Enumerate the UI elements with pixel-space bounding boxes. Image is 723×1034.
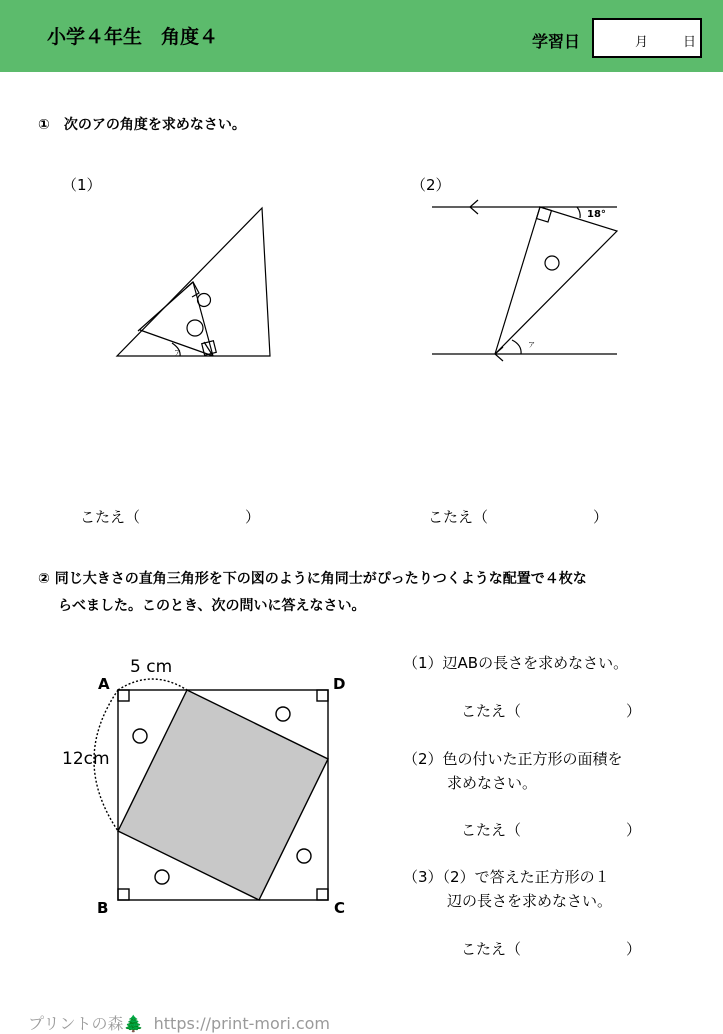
angle-18-label: 18° <box>587 209 606 220</box>
day-label: 日 <box>683 35 697 50</box>
page-title: 小学４年生 角度４ <box>47 26 219 48</box>
date-label: 学習日 <box>532 32 581 51</box>
question3-text: （3）（2）で答えた正方形の１ <box>403 868 610 886</box>
question2-text: （2）色の付いた正方形の面積を <box>403 750 623 768</box>
len-top-label: 5 cm <box>130 657 173 677</box>
len-side-label: 12cm <box>62 749 110 769</box>
problem1-sub2-label: （2） <box>411 176 451 194</box>
problem1-sub1-label: （1） <box>62 176 102 194</box>
site-url[interactable]: https://print-mori.com <box>153 1014 331 1033</box>
vertex-b-label: B <box>97 899 109 917</box>
problem1-answer1[interactable]: こたえ（ ） <box>80 508 261 526</box>
question3-answer[interactable]: こたえ（ ） <box>461 940 642 958</box>
question3-text-line2: 辺の長さを求めなさい。 <box>447 892 613 910</box>
right-angle-mark <box>317 889 328 900</box>
site-name: プリントの森 <box>28 1014 124 1033</box>
circle-mark <box>155 870 169 884</box>
circle-mark <box>133 729 147 743</box>
vertex-d-label: D <box>333 675 346 693</box>
problem2-instruction-line2: らべました。このとき、次の問いに答えなさい。 <box>58 598 366 614</box>
right-angle-mark <box>118 889 129 900</box>
vertex-c-label: C <box>334 899 346 917</box>
footer <box>18 992 330 1034</box>
problem1-answer2[interactable]: こたえ（ ） <box>428 508 609 526</box>
problem2-instruction-line1: ② 同じ大きさの直角三角形を下の図のように角同士がぴったりつくような配置で４枚な <box>38 571 587 587</box>
dotted-arc-top <box>118 679 187 690</box>
question2-answer[interactable]: こたえ（ ） <box>461 821 642 839</box>
shaded-square <box>118 690 328 900</box>
problem1-instruction: ① 次のアの角度を求めなさい。 <box>38 117 246 133</box>
month-label: 月 <box>635 35 649 50</box>
question2-text-line2: 求めなさい。 <box>447 774 538 792</box>
question1-answer[interactable]: こたえ（ ） <box>461 702 642 720</box>
circle-mark <box>276 707 290 721</box>
right-angle-mark <box>317 690 328 701</box>
vertex-a-label: A <box>98 675 110 693</box>
tree-icon: 🌲 <box>123 1014 144 1033</box>
question1-text: （1）辺ABの長さを求めなさい。 <box>403 654 629 672</box>
angle-a-label-2: ア <box>528 341 535 349</box>
right-angle-mark <box>118 690 129 701</box>
circle-mark <box>297 849 311 863</box>
angle-a-label-1: ア <box>174 349 181 357</box>
